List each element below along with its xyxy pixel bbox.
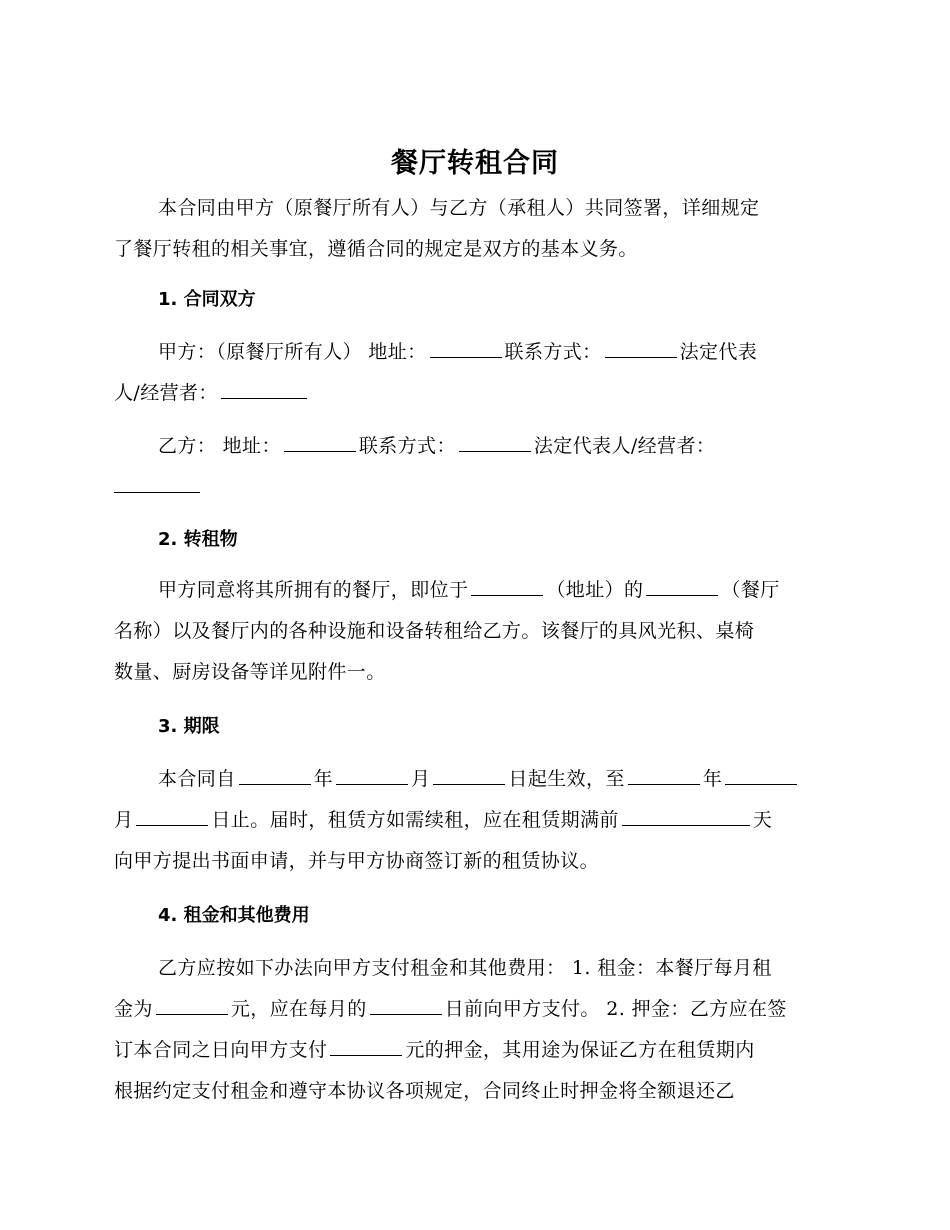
text-segment: 订本合同之日向甲方支付 <box>114 1039 328 1061</box>
text-segment: 日起生效，至 <box>508 768 625 790</box>
section-3-line-2 <box>114 800 836 841</box>
month-label: 月 <box>411 768 431 790</box>
year-label: 年 <box>313 768 334 790</box>
deposit-amount-blank <box>330 1054 402 1056</box>
section-3-line-1 <box>114 759 836 800</box>
section-2-paragraph <box>114 570 836 693</box>
party-a-legal-rep-label: 法定代表 <box>679 341 758 363</box>
party-b-line-2 <box>114 467 836 508</box>
section-4-line-1: 乙方应按如下办法向甲方支付租金和其他费用： 1. 租金：本餐厅每月租 <box>158 957 772 979</box>
text-segment: 金为 <box>114 998 153 1020</box>
intro-paragraph <box>114 188 836 270</box>
section-3-heading: 3. 期限 <box>158 716 220 737</box>
party-b-paragraph <box>114 426 836 508</box>
section-2-line-3: 数量、厨房设备等详见附件一。 <box>114 661 386 683</box>
due-day-blank <box>370 1013 442 1015</box>
year-label: 年 <box>702 768 723 790</box>
section-2-line-2: 名称）以及餐厅内的各种设施和设备转租给乙方。该餐厅的具风光积、桌椅 <box>114 620 755 642</box>
days-blank <box>622 824 750 826</box>
section-4-line-2 <box>114 989 836 1030</box>
section-3-line-3: 向甲方提出书面申请，并与甲方协商签订新的租赁协议。 <box>114 850 600 872</box>
party-b-legal-rep-label: 法定代表人/经营者： <box>533 435 716 457</box>
party-a-prefix: 甲方：（原餐厅所有人） 地址： <box>158 341 427 363</box>
address-blank <box>471 594 543 596</box>
address-blank <box>284 450 356 452</box>
party-b-line-1 <box>114 426 836 467</box>
text-segment: 日止。届时，租赁方如需续租，应在租赁期满前 <box>211 809 619 831</box>
restaurant-name-blank <box>646 594 718 596</box>
text-segment: （餐厅 <box>721 579 780 601</box>
party-b-prefix: 乙方： 地址： <box>158 435 281 457</box>
day-blank <box>136 824 208 826</box>
section-3-paragraph <box>114 759 836 882</box>
intro-line-1: 本合同由甲方（原餐厅所有人）与乙方（承租人）共同签署，详细规定 <box>158 197 760 219</box>
text-segment: 本合同自 <box>158 768 236 790</box>
party-a-contact-label: 联系方式： <box>504 341 602 363</box>
legal-rep-blank <box>114 491 200 493</box>
section-1-heading: 1. 合同双方 <box>158 289 256 310</box>
party-a-legal-rep-label-cont: 人/经营者： <box>114 382 218 404</box>
text-segment: 元，应在每月的 <box>230 998 367 1020</box>
page-title: 餐厅转租合同 <box>391 148 559 179</box>
month-blank <box>336 783 408 785</box>
text-segment: 日前向甲方支付。 2. 押金：乙方应在签 <box>444 998 787 1020</box>
text-segment: 甲方同意将其所拥有的餐厅，即位于 <box>158 579 469 601</box>
party-a-line-2 <box>114 373 836 414</box>
year-blank <box>239 783 311 785</box>
days-label: 天 <box>752 809 773 831</box>
month-label: 月 <box>114 809 134 831</box>
section-2-line-1 <box>114 570 836 611</box>
party-b-contact-label: 联系方式： <box>358 435 456 457</box>
text-segment: 元的押金，其用途为保证乙方在租赁期内 <box>405 1039 755 1061</box>
contact-blank <box>459 450 531 452</box>
legal-rep-blank <box>221 397 307 399</box>
section-4-line-3 <box>114 1030 836 1071</box>
section-2-heading: 2. 转租物 <box>158 529 238 550</box>
address-blank <box>430 356 502 358</box>
rent-amount-blank <box>156 1013 228 1015</box>
section-4-paragraph <box>114 948 836 1112</box>
intro-line-2: 了餐厅转租的相关事宜，遵循合同的规定是双方的基本义务。 <box>114 238 638 260</box>
text-segment: （地址）的 <box>546 579 644 601</box>
year-blank <box>628 783 700 785</box>
party-a-line-1 <box>114 332 836 373</box>
section-4-line-4: 根据约定支付租金和遵守本协议各项规定，合同终止时押金将全额退还乙 <box>114 1080 735 1102</box>
section-4-heading: 4. 租金和其他费用 <box>158 905 310 926</box>
contact-blank <box>605 356 677 358</box>
party-a-paragraph <box>114 332 836 414</box>
month-blank <box>725 783 797 785</box>
day-blank <box>433 783 505 785</box>
